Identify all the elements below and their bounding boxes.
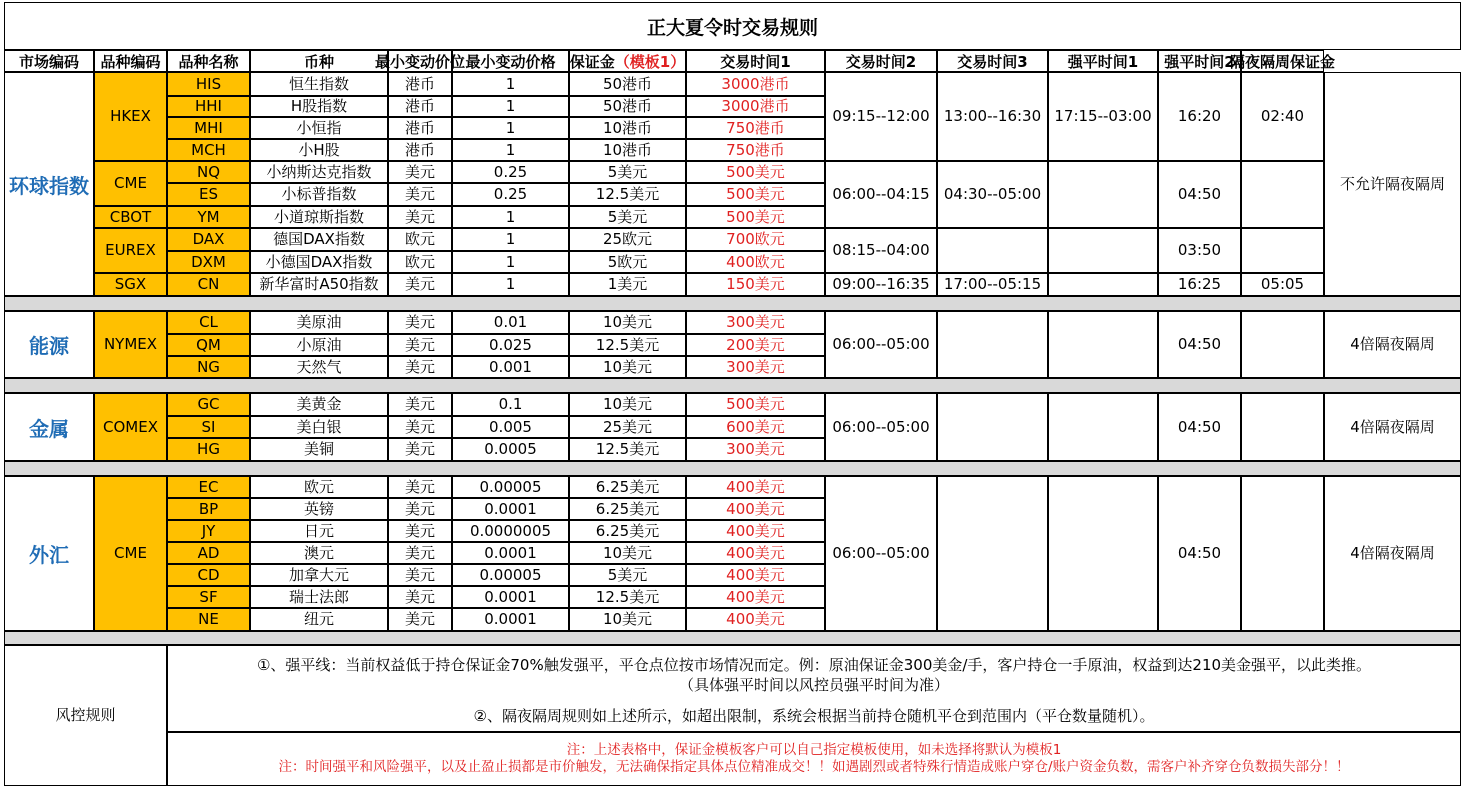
product-code: JY [167, 520, 250, 542]
market-code: CME [94, 161, 167, 206]
column-header-template: （模板1） [614, 52, 686, 71]
min-tick: 0.00005 [452, 564, 569, 586]
market-code: COMEX [94, 393, 167, 461]
tick-value: 10美元 [569, 393, 686, 416]
column-header: 强平时间2 [1158, 50, 1241, 72]
margin-value: 300美元 [686, 311, 825, 334]
forced-close-time-2 [1241, 393, 1324, 461]
trading-time-2 [937, 393, 1048, 461]
forced-close-time-2 [1241, 161, 1324, 228]
margin-value: 600美元 [686, 416, 825, 438]
product-name: 小标普指数 [250, 183, 388, 206]
trading-time-3: 17:15--03:00 [1048, 72, 1158, 161]
product-code: AD [167, 542, 250, 564]
product-code: NG [167, 356, 250, 378]
tick-value: 5美元 [569, 161, 686, 183]
margin-value: 300美元 [686, 438, 825, 461]
product-code: ES [167, 183, 250, 206]
forced-close-time-2 [1241, 311, 1324, 378]
column-header: 最小变动价位 [388, 50, 452, 72]
product-name: 美黄金 [250, 393, 388, 416]
tick-value: 6.25美元 [569, 498, 686, 520]
forced-close-disclaimer: 注：时间强平和风险强平，以及止盈止损都是市价触发，无法确保指定具体点位精准成交！！如遇剧烈或者特殊行情造成账户穿仓/账户资金负数，需客户补齐穿仓负数损失部分！！ [278, 759, 1350, 775]
min-tick: 0.25 [452, 161, 569, 183]
product-code: BP [167, 498, 250, 520]
currency: 港币 [388, 139, 452, 161]
min-tick: 1 [452, 72, 569, 96]
margin-value: 750港币 [686, 117, 825, 139]
forced-close-time-2: 02:40 [1241, 72, 1324, 161]
product-name: 小道琼斯指数 [250, 206, 388, 228]
min-tick: 0.025 [452, 334, 569, 356]
currency: 欧元 [388, 228, 452, 251]
currency: 美元 [388, 586, 452, 608]
trading-time-3 [1048, 228, 1158, 273]
currency: 港币 [388, 96, 452, 117]
currency: 美元 [388, 520, 452, 542]
margin-value: 750港币 [686, 139, 825, 161]
min-tick: 1 [452, 117, 569, 139]
product-code: SF [167, 586, 250, 608]
market-code: CBOT [94, 206, 167, 228]
forced-close-time-1: 04:50 [1158, 476, 1241, 631]
column-header [569, 50, 686, 72]
tick-value: 12.5美元 [569, 438, 686, 461]
currency: 美元 [388, 356, 452, 378]
product-code: MHI [167, 117, 250, 139]
tick-value: 10美元 [569, 542, 686, 564]
tick-value: 12.5美元 [569, 334, 686, 356]
product-name: 美白银 [250, 416, 388, 438]
separator-row [4, 631, 1461, 645]
trading-time-1: 09:00--16:35 [825, 273, 937, 296]
min-tick: 0.0001 [452, 542, 569, 564]
product-name: 欧元 [250, 476, 388, 498]
product-code: EC [167, 476, 250, 498]
trading-time-1: 06:00--05:00 [825, 476, 937, 631]
column-header: 隔夜隔周保证金 [1241, 50, 1324, 72]
margin-value: 500美元 [686, 161, 825, 183]
tick-value: 10港币 [569, 117, 686, 139]
min-tick: 0.005 [452, 416, 569, 438]
market-code: HKEX [94, 72, 167, 161]
risk-rule-1: ①、强平线：当前权益低于持仓保证金70%触发强平，平仓点位按市场情况而定。例：原油保证金300美金/手，客户持仓一手原油，权益到达210美金强平，以此类推。 [256, 656, 1372, 674]
min-tick: 1 [452, 206, 569, 228]
tick-value: 12.5美元 [569, 586, 686, 608]
currency: 美元 [388, 161, 452, 183]
trading-time-1: 06:00--04:15 [825, 161, 937, 228]
currency: 美元 [388, 564, 452, 586]
product-code: SI [167, 416, 250, 438]
column-header: 强平时间1 [1048, 50, 1158, 72]
min-tick: 0.1 [452, 393, 569, 416]
margin-value: 400美元 [686, 586, 825, 608]
min-tick: 1 [452, 251, 569, 273]
tick-value: 6.25美元 [569, 520, 686, 542]
product-name: 美原油 [250, 311, 388, 334]
min-tick: 0.0005 [452, 438, 569, 461]
tick-value: 10美元 [569, 608, 686, 631]
product-name: 天然气 [250, 356, 388, 378]
tick-value: 25美元 [569, 416, 686, 438]
currency: 欧元 [388, 251, 452, 273]
separator-row [4, 461, 1461, 476]
margin-value: 3000港币 [686, 72, 825, 96]
product-code: NE [167, 608, 250, 631]
tick-value: 6.25美元 [569, 476, 686, 498]
tick-value: 12.5美元 [569, 183, 686, 206]
currency: 美元 [388, 334, 452, 356]
forced-close-time-1: 04:50 [1158, 161, 1241, 228]
trading-time-2 [937, 228, 1048, 273]
group-label: 能源 [4, 311, 94, 378]
product-name: 瑞士法郎 [250, 586, 388, 608]
currency: 港币 [388, 117, 452, 139]
tick-value: 1美元 [569, 273, 686, 296]
trading-time-1: 09:15--12:00 [825, 72, 937, 161]
currency: 美元 [388, 393, 452, 416]
trading-time-3 [1048, 311, 1158, 378]
market-code: CME [94, 476, 167, 631]
tick-value: 10美元 [569, 311, 686, 334]
margin-template-note: 注：上述表格中，保证金模板客户可以自己指定模板使用，如未选择将默认为模板1 [566, 741, 1062, 758]
product-code: HG [167, 438, 250, 461]
currency: 美元 [388, 498, 452, 520]
column-header: 市场编码 [4, 50, 94, 72]
margin-value: 700欧元 [686, 228, 825, 251]
min-tick: 1 [452, 273, 569, 296]
separator-row [4, 296, 1461, 311]
product-code: CN [167, 273, 250, 296]
currency: 美元 [388, 311, 452, 334]
currency: 美元 [388, 183, 452, 206]
product-name: 德国DAX指数 [250, 228, 388, 251]
product-name: 小德国DAX指数 [250, 251, 388, 273]
product-name: 小H股 [250, 139, 388, 161]
margin-value: 400美元 [686, 564, 825, 586]
currency: 美元 [388, 416, 452, 438]
min-tick: 1 [452, 139, 569, 161]
risk-rule-1-note: （具体强平时间以风控员强平时间为准） [678, 676, 949, 694]
column-header: 交易时间2 [825, 50, 937, 72]
currency: 美元 [388, 438, 452, 461]
trading-time-2 [937, 476, 1048, 631]
trading-time-3 [1048, 393, 1158, 461]
margin-value: 500美元 [686, 393, 825, 416]
product-name: 日元 [250, 520, 388, 542]
trading-time-2: 13:00--16:30 [937, 72, 1048, 161]
min-tick: 0.0000005 [452, 520, 569, 542]
market-code: SGX [94, 273, 167, 296]
product-name: 纽元 [250, 608, 388, 631]
forced-close-time-1: 04:50 [1158, 311, 1241, 378]
risk-rule-2: ②、隔夜隔周规则如上述所示，如超出限制，系统会根据当前持仓随机平仓到范围内（平仓数量随机）。 [473, 707, 1155, 725]
page-title: 正大夏令时交易规则 [4, 2, 1461, 50]
product-code: CD [167, 564, 250, 586]
trading-time-1: 06:00--05:00 [825, 393, 937, 461]
product-code: CL [167, 311, 250, 334]
product-name: H股指数 [250, 96, 388, 117]
column-header: 交易时间3 [937, 50, 1048, 72]
product-name: 澳元 [250, 542, 388, 564]
forced-close-time-1: 03:50 [1158, 228, 1241, 273]
margin-value: 500美元 [686, 206, 825, 228]
risk-notes-box [167, 732, 1461, 786]
product-code: NQ [167, 161, 250, 183]
product-code: QM [167, 334, 250, 356]
min-tick: 0.0001 [452, 498, 569, 520]
product-code: HIS [167, 72, 250, 96]
forced-close-time-2: 05:05 [1241, 273, 1324, 296]
min-tick: 1 [452, 96, 569, 117]
product-code: DXM [167, 251, 250, 273]
product-code: HHI [167, 96, 250, 117]
currency: 美元 [388, 273, 452, 296]
currency: 美元 [388, 476, 452, 498]
column-header: 品种名称 [167, 50, 250, 72]
currency: 美元 [388, 206, 452, 228]
trading-time-1: 06:00--05:00 [825, 311, 937, 378]
tick-value: 10美元 [569, 356, 686, 378]
margin-value: 200美元 [686, 334, 825, 356]
margin-value: 400美元 [686, 608, 825, 631]
separator-row [4, 378, 1461, 393]
margin-value: 300美元 [686, 356, 825, 378]
trading-time-2 [937, 311, 1048, 378]
group-label: 金属 [4, 393, 94, 461]
overnight-margin: 4倍隔夜隔周 [1324, 311, 1461, 378]
forced-close-time-2 [1241, 476, 1324, 631]
currency: 港币 [388, 72, 452, 96]
group-label: 外汇 [4, 476, 94, 631]
tick-value: 50港币 [569, 72, 686, 96]
tick-value: 5美元 [569, 564, 686, 586]
trading-time-2: 17:00--05:15 [937, 273, 1048, 296]
product-code: YM [167, 206, 250, 228]
product-name: 美铜 [250, 438, 388, 461]
group-label: 环球指数 [4, 72, 94, 296]
column-header: 最小变动价格 [452, 50, 569, 72]
trading-time-1: 08:15--04:00 [825, 228, 937, 273]
min-tick: 0.001 [452, 356, 569, 378]
margin-value: 3000港币 [686, 96, 825, 117]
product-name: 小原油 [250, 334, 388, 356]
margin-value: 150美元 [686, 273, 825, 296]
tick-value: 25欧元 [569, 228, 686, 251]
product-name: 加拿大元 [250, 564, 388, 586]
overnight-margin: 4倍隔夜隔周 [1324, 476, 1461, 631]
product-code: GC [167, 393, 250, 416]
tick-value: 50港币 [569, 96, 686, 117]
product-name: 英镑 [250, 498, 388, 520]
forced-close-time-1: 04:50 [1158, 393, 1241, 461]
trading-time-3 [1048, 273, 1158, 296]
product-code: DAX [167, 228, 250, 251]
margin-value: 400美元 [686, 476, 825, 498]
margin-value: 400欧元 [686, 251, 825, 273]
risk-rules-box [167, 645, 1461, 732]
margin-value: 400美元 [686, 542, 825, 564]
tick-value: 5美元 [569, 206, 686, 228]
product-name: 新华富时A50指数 [250, 273, 388, 296]
market-code: EUREX [94, 228, 167, 273]
currency: 美元 [388, 542, 452, 564]
min-tick: 0.00005 [452, 476, 569, 498]
forced-close-time-2 [1241, 228, 1324, 273]
min-tick: 0.0001 [452, 586, 569, 608]
column-header-margin: 保证金 [569, 52, 615, 71]
forced-close-time-1: 16:20 [1158, 72, 1241, 161]
forced-close-time-1: 16:25 [1158, 273, 1241, 296]
column-header: 品种编码 [94, 50, 167, 72]
product-name: 小恒指 [250, 117, 388, 139]
column-header: 币种 [250, 50, 388, 72]
min-tick: 0.0001 [452, 608, 569, 631]
overnight-margin: 4倍隔夜隔周 [1324, 393, 1461, 461]
margin-value: 400美元 [686, 520, 825, 542]
min-tick: 0.25 [452, 183, 569, 206]
tick-value: 10港币 [569, 139, 686, 161]
product-code: MCH [167, 139, 250, 161]
market-code: NYMEX [94, 311, 167, 378]
margin-value: 500美元 [686, 183, 825, 206]
trading-time-2: 04:30--05:00 [937, 161, 1048, 228]
product-name: 恒生指数 [250, 72, 388, 96]
product-name: 小纳斯达克指数 [250, 161, 388, 183]
tick-value: 5欧元 [569, 251, 686, 273]
trading-time-3 [1048, 161, 1158, 228]
min-tick: 1 [452, 228, 569, 251]
overnight-margin: 不允许隔夜隔周 [1324, 72, 1461, 296]
min-tick: 0.01 [452, 311, 569, 334]
trading-time-3 [1048, 476, 1158, 631]
currency: 美元 [388, 608, 452, 631]
risk-label: 风控规则 [4, 645, 167, 786]
column-header: 交易时间1 [686, 50, 825, 72]
margin-value: 400美元 [686, 498, 825, 520]
